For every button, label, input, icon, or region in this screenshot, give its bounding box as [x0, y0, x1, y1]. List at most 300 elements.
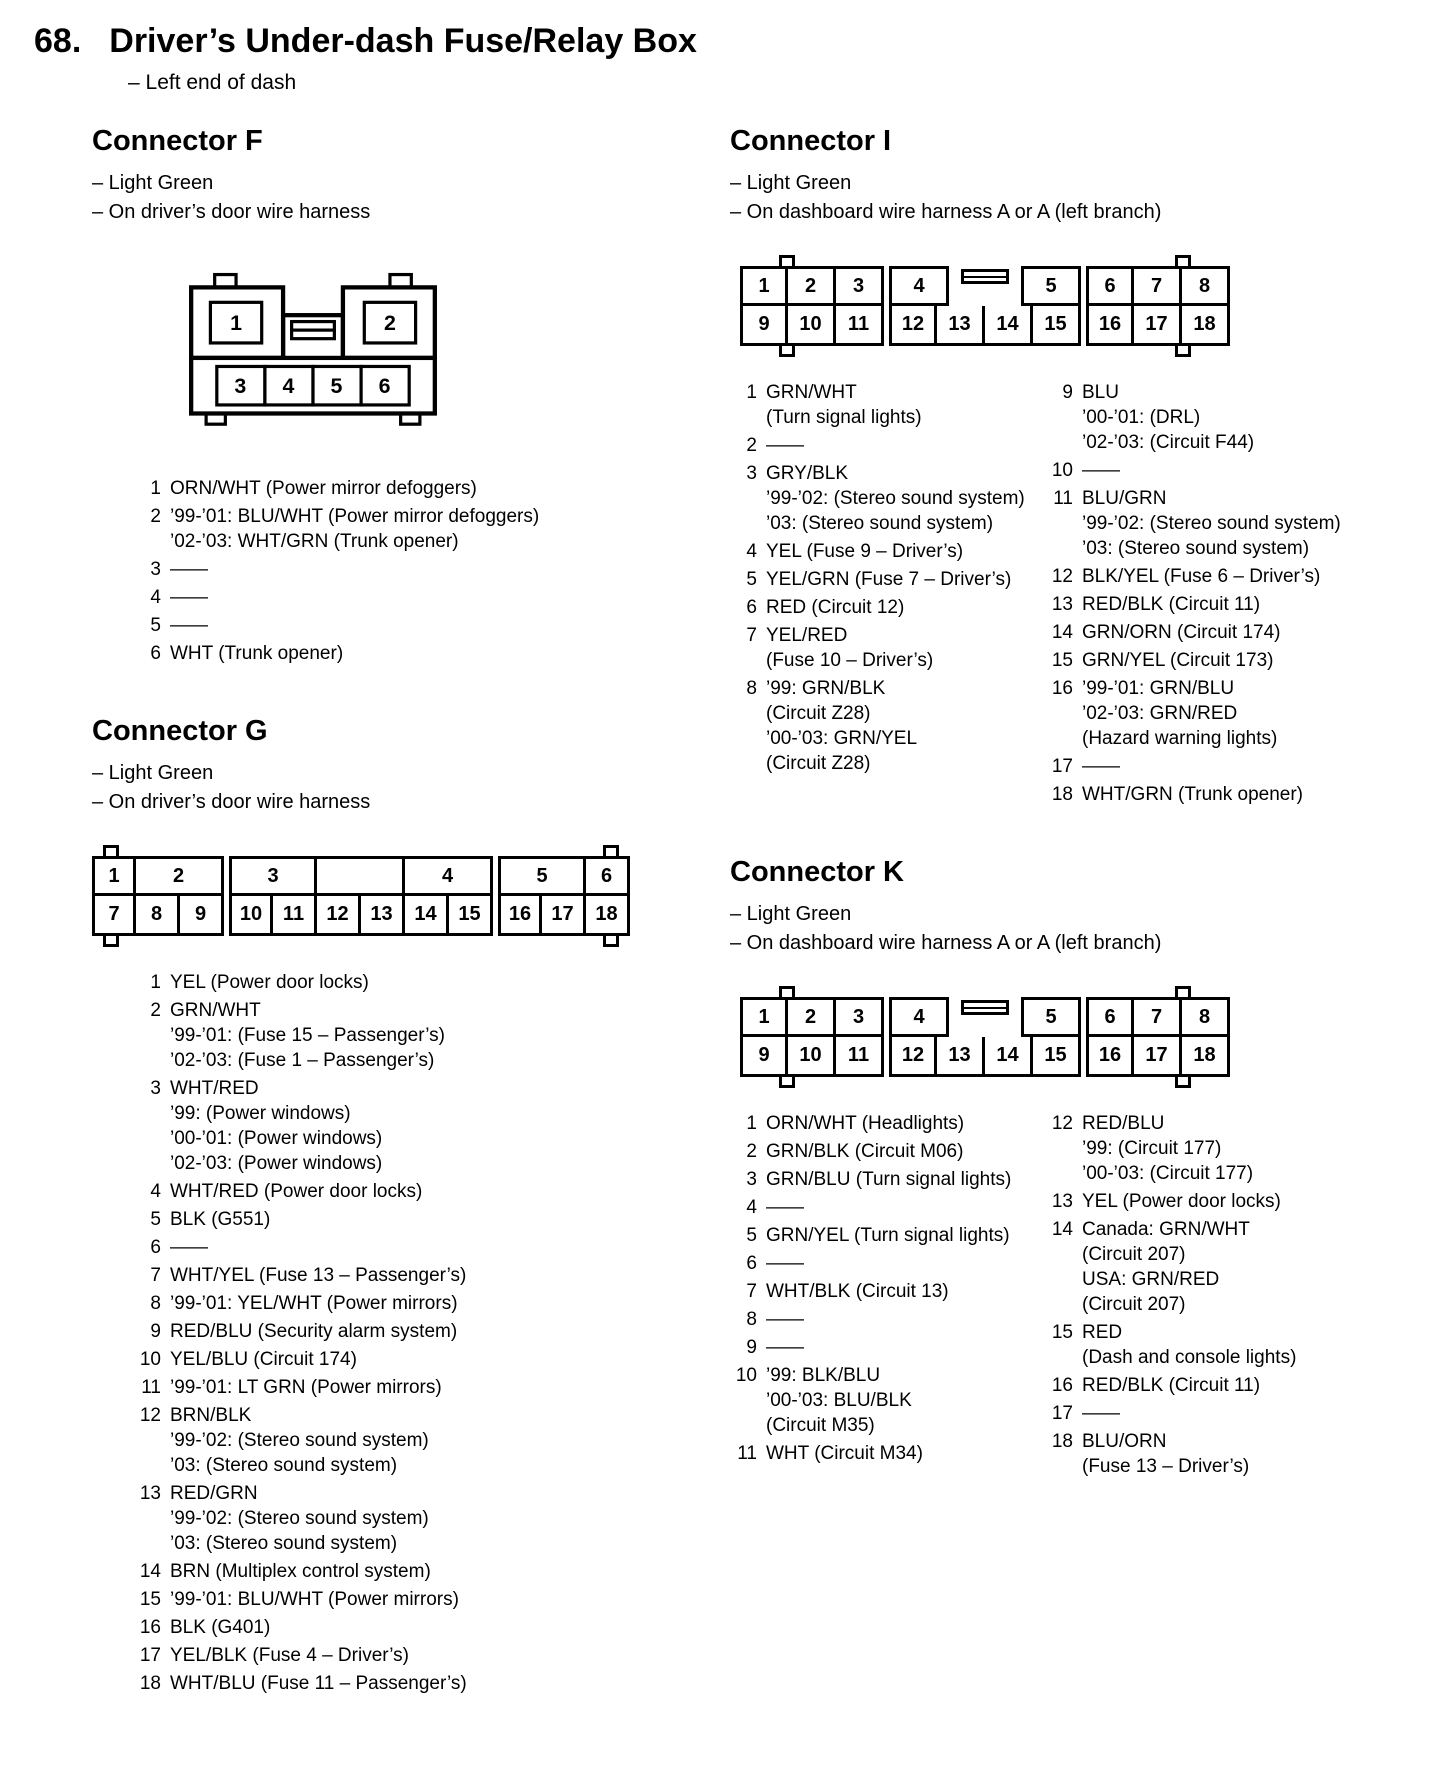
pin-number: 6 — [150, 643, 161, 664]
pin-number: 12 — [1051, 566, 1073, 587]
pin-entry — [1046, 1111, 1296, 1186]
pin-entry — [1046, 648, 1341, 673]
connector-g-notes — [92, 760, 684, 816]
connector-pin-cell: 3 — [836, 266, 884, 306]
pin-description-line: —— — [1082, 460, 1120, 481]
pin-description-line: ’00-’03: (Circuit 177) — [1082, 1163, 1254, 1184]
pin-entry — [730, 380, 1046, 430]
pin-number: 4 — [746, 541, 757, 562]
note-line: – Light Green — [730, 903, 852, 925]
pin-description-line: ’00-’03: GRN/YEL — [766, 728, 918, 749]
connector-pin-cell: 8 — [1182, 997, 1230, 1037]
pin-description-line: (Circuit M35) — [766, 1415, 875, 1436]
pin-description-line: GRN/BLU (Turn signal lights) — [766, 1169, 1012, 1190]
pin-number: 14 — [1051, 622, 1073, 643]
pin-entry — [730, 623, 1046, 673]
connector-pin-cell: 18 — [586, 896, 630, 936]
connector-key-notch — [949, 997, 1021, 1037]
connector-housing — [740, 266, 1230, 346]
pin-description-line: BLK (G401) — [170, 1617, 271, 1638]
connector-pin-cell: 8 — [1182, 266, 1230, 306]
pin-entry — [134, 998, 467, 1073]
connector-pin-cell: 15 — [1033, 1037, 1081, 1077]
pin-description-line: ’99-’02: (Stereo sound system) — [170, 1430, 429, 1451]
pin-description-line: YEL/BLU (Circuit 174) — [170, 1349, 357, 1370]
pin-description-line: —— — [766, 435, 804, 456]
pin-number: 2 — [150, 1000, 161, 1021]
connector-k-section — [730, 856, 1414, 1482]
note-line: – Light Green — [92, 172, 214, 194]
connector-k-notes — [730, 901, 1414, 957]
pin-description-line: (Circuit 207) — [1082, 1294, 1186, 1315]
connector-f-diagram — [178, 266, 448, 442]
pin-description-line: ’99-’01: BLU/WHT (Power mirrors) — [170, 1589, 459, 1610]
pin-entry — [730, 1167, 1046, 1192]
connector-f-drawing — [178, 266, 448, 437]
pin-description-line: WHT/RED (Power door locks) — [170, 1181, 423, 1202]
pin-list-column — [134, 476, 539, 669]
pin-entry — [1046, 676, 1341, 751]
pin-description-line: YEL/RED — [766, 625, 848, 646]
pin-number: 12 — [139, 1405, 161, 1426]
pin-entry — [134, 1263, 467, 1288]
connector-pin-cell: 4 — [889, 997, 949, 1037]
pin-description-line: ’99-’01: BLU/WHT (Power mirror defoggers) — [170, 506, 540, 527]
pin-description-line: —— — [170, 587, 208, 608]
key-bar — [961, 269, 1009, 284]
pin-entry — [1046, 380, 1341, 455]
pin-description-line: (Circuit Z28) — [766, 703, 871, 724]
connector-housing — [740, 997, 1230, 1077]
pin-number: 10 — [1051, 460, 1073, 481]
pin-description-line: RED/GRN — [170, 1483, 258, 1504]
pin-entry — [134, 1587, 467, 1612]
connector-pin-cell: 16 — [1086, 1037, 1134, 1077]
pin-number: 1 — [746, 1113, 757, 1134]
pin-description-line: GRN/YEL (Circuit 173) — [1082, 650, 1274, 671]
pin-description-line: BRN/BLK — [170, 1405, 252, 1426]
pin-entry — [730, 1251, 1046, 1276]
pin-description-line: (Circuit Z28) — [766, 753, 871, 774]
connector-pin-cell: 11 — [273, 896, 317, 936]
pin-description-line: —— — [766, 1197, 804, 1218]
pin-description-line: (Fuse 10 – Driver’s) — [766, 650, 934, 671]
pin-list-column — [134, 970, 467, 1699]
connector-k-title: Connector K — [730, 856, 904, 888]
pin-description-line: (Turn signal lights) — [766, 407, 922, 428]
pin-description-line: ’02-’03: WHT/GRN (Trunk opener) — [170, 531, 459, 552]
pin-description-line: GRY/BLK — [766, 463, 849, 484]
pin-number: 3 — [150, 1078, 161, 1099]
connector-pin-cell: 1 — [740, 997, 788, 1037]
pin-description-line: YEL (Fuse 9 – Driver’s) — [766, 541, 964, 562]
pin-description-line: (Hazard warning lights) — [1082, 728, 1278, 749]
connector-pin-cell: 10 — [788, 306, 836, 346]
pin-number: 13 — [139, 1483, 161, 1504]
pin-number: 9 — [150, 1321, 161, 1342]
pin-entry — [730, 1335, 1046, 1360]
pin-entry — [134, 476, 539, 501]
connector-pin-cell: 9 — [740, 1037, 788, 1077]
pin-description-line: ’99-’02: (Stereo sound system) — [170, 1508, 429, 1529]
pin-number: 14 — [139, 1561, 161, 1582]
pin-number: 6 — [746, 597, 757, 618]
pin-number: 10 — [139, 1349, 161, 1370]
connector-pin-cell: 14 — [985, 306, 1033, 346]
pin-entry — [134, 1615, 467, 1640]
pin-number: 5 — [150, 615, 161, 636]
pin-entry — [730, 433, 1046, 458]
pin-description-line: BLU — [1082, 382, 1119, 403]
pin-cell-label: 1 — [230, 311, 242, 336]
pin-description-line: WHT/GRN (Trunk opener) — [1082, 784, 1303, 805]
pin-description-line: —— — [170, 1237, 208, 1258]
pin-number: 18 — [1051, 784, 1073, 805]
pin-entry — [730, 595, 1046, 620]
pin-description-line: —— — [766, 1253, 804, 1274]
connector-pin-cell: 6 — [1086, 266, 1134, 306]
pin-entry — [134, 1291, 467, 1316]
connector-pin-cell: 2 — [136, 856, 224, 896]
page-header — [34, 22, 1410, 61]
pin-description-line: —— — [1082, 756, 1120, 777]
pin-entry — [1046, 1217, 1296, 1317]
pin-cell-label: 6 — [378, 374, 391, 399]
pin-description-line: ’00-’03: BLU/BLK — [766, 1390, 912, 1411]
pin-number: 6 — [150, 1237, 161, 1258]
connector-pin-cell: 13 — [361, 896, 405, 936]
pin-description-line: BRN (Multiplex control system) — [170, 1561, 431, 1582]
pin-description-line: (Dash and console lights) — [1082, 1347, 1297, 1368]
section-number: 68. — [34, 22, 82, 60]
connector-pin-cell: 13 — [937, 1037, 985, 1077]
pin-entry — [1046, 592, 1341, 617]
pin-description-line: ’03: (Stereo sound system) — [766, 513, 994, 534]
connector-i-notes — [730, 170, 1414, 226]
pin-number: 17 — [139, 1645, 161, 1666]
pin-number: 1 — [150, 972, 161, 993]
pin-entry — [134, 1076, 467, 1176]
note-line: – On driver’s door wire harness — [92, 201, 371, 223]
right-column — [684, 125, 1414, 1745]
connector-pin-cell: 17 — [1134, 1037, 1182, 1077]
pin-description-line: YEL (Power door locks) — [1082, 1191, 1281, 1212]
page-title: Driver’s Under-dash Fuse/Relay Box — [109, 22, 697, 60]
connector-g-diagram — [92, 856, 630, 936]
pin-entry — [1046, 1401, 1296, 1426]
pin-list-column — [730, 1111, 1046, 1469]
connector-pin-cell: 5 — [498, 856, 586, 896]
connector-pin-cell: 7 — [1134, 997, 1182, 1037]
pin-entry — [730, 1363, 1046, 1438]
pin-entry — [134, 1319, 467, 1344]
connector-pin-cell: 10 — [788, 1037, 836, 1077]
connector-pin-cell: 5 — [1021, 266, 1081, 306]
pin-number: 14 — [1051, 1219, 1073, 1240]
pin-entry — [730, 1307, 1046, 1332]
connector-pin-cell: 1 — [740, 266, 788, 306]
pin-number: 17 — [1051, 756, 1073, 777]
pin-description-line: WHT/RED — [170, 1078, 259, 1099]
pin-number: 5 — [746, 1225, 757, 1246]
connector-f-notes — [92, 170, 684, 226]
pin-cell-label: 2 — [384, 311, 396, 336]
pin-description-line: ’99: BLK/BLU — [766, 1365, 881, 1386]
pin-number: 4 — [746, 1197, 757, 1218]
pin-description-line: ’02-’03: (Power windows) — [170, 1153, 383, 1174]
connector-pin-cell: 4 — [405, 856, 493, 896]
pin-description-line: ’03: (Stereo sound system) — [1082, 538, 1310, 559]
pin-description-line: GRN/WHT — [766, 382, 857, 403]
pin-number: 3 — [150, 559, 161, 580]
pin-entry — [730, 461, 1046, 536]
pin-number: 2 — [746, 1141, 757, 1162]
pin-description-line: —— — [766, 1337, 804, 1358]
pin-description-line: ’02-’03: GRN/RED — [1082, 703, 1238, 724]
pin-description-line: RED/BLU (Security alarm system) — [170, 1321, 458, 1342]
pin-description-line: (Fuse 13 – Driver’s) — [1082, 1456, 1250, 1477]
connector-pin-cell: 8 — [136, 896, 180, 936]
pin-number: 9 — [1062, 382, 1073, 403]
pin-entry — [134, 557, 539, 582]
connector-f-pinlist — [134, 476, 684, 669]
connector-pin-cell: 11 — [836, 1037, 884, 1077]
pin-number: 16 — [1051, 1375, 1073, 1396]
connector-k-diagram — [740, 997, 1230, 1077]
pin-description-line: ’99-’02: (Stereo sound system) — [1082, 513, 1341, 534]
connector-pin-cell: 7 — [1134, 266, 1182, 306]
pin-description-line: RED/BLU — [1082, 1113, 1165, 1134]
pin-description-line: WHT (Trunk opener) — [170, 643, 344, 664]
pin-number: 15 — [1051, 1322, 1073, 1343]
connector-pin-cell: 14 — [985, 1037, 1033, 1077]
pin-number: 2 — [746, 435, 757, 456]
pin-entry — [730, 1279, 1046, 1304]
connector-pin-cell: 17 — [1134, 306, 1182, 346]
pin-entry — [134, 1347, 467, 1372]
pin-list-column — [730, 380, 1046, 779]
connector-pin-cell: 13 — [937, 306, 985, 346]
pin-description-line: ORN/WHT (Headlights) — [766, 1113, 965, 1134]
pin-number: 5 — [746, 569, 757, 590]
pin-description-line: WHT/BLU (Fuse 11 – Passenger’s) — [170, 1673, 467, 1694]
pin-number: 16 — [1051, 678, 1073, 699]
pin-description-line: Canada: GRN/WHT — [1082, 1219, 1250, 1240]
connector-pin-cell: 9 — [180, 896, 224, 936]
connector-pin-cell: 6 — [1086, 997, 1134, 1037]
connector-key-notch — [949, 266, 1021, 306]
pin-list-column — [1046, 1111, 1296, 1482]
pin-description-line: BLU/GRN — [1082, 488, 1167, 509]
pin-entry — [1046, 782, 1341, 807]
key-bar — [961, 1000, 1009, 1015]
connector-pin-cell: 6 — [586, 856, 630, 896]
connector-f-title: Connector F — [92, 125, 263, 157]
pin-cell-label: 5 — [330, 374, 343, 399]
connector-pin-cell: 10 — [229, 896, 273, 936]
connector-pin-cell — [317, 856, 405, 896]
connector-g-title: Connector G — [92, 715, 268, 747]
pin-number: 2 — [150, 506, 161, 527]
pin-number: 10 — [735, 1365, 757, 1386]
pin-number: 15 — [1051, 650, 1073, 671]
pin-description-line: ’99: (Circuit 177) — [1082, 1138, 1222, 1159]
pin-description-line: ’00-’01: (Power windows) — [170, 1128, 383, 1149]
connector-g-section — [92, 715, 684, 1699]
pin-number: 1 — [150, 478, 161, 499]
pin-description-line: RED/BLK (Circuit 11) — [1082, 594, 1261, 615]
connector-pin-cell: 18 — [1182, 1037, 1230, 1077]
pin-description-line: ’99: (Power windows) — [170, 1103, 351, 1124]
pin-number: 12 — [1051, 1113, 1073, 1134]
pin-entry — [1046, 1373, 1296, 1398]
pin-entry — [730, 1139, 1046, 1164]
pin-description-line: GRN/YEL (Turn signal lights) — [766, 1225, 1010, 1246]
connector-pin-cell: 12 — [889, 1037, 937, 1077]
pin-cell-label: 4 — [282, 374, 295, 399]
connector-i-section — [730, 125, 1414, 810]
connector-pin-cell: 5 — [1021, 997, 1081, 1037]
connector-pin-cell: 17 — [542, 896, 586, 936]
pin-number: 4 — [150, 1181, 161, 1202]
pin-description-line: —— — [766, 1309, 804, 1330]
pin-description-line: ORN/WHT (Power mirror defoggers) — [170, 478, 477, 499]
pin-description-line: ’99: GRN/BLK — [766, 678, 886, 699]
pin-description-line: ’99-’01: LT GRN (Power mirrors) — [170, 1377, 442, 1398]
pin-description-line: RED — [1082, 1322, 1123, 1343]
pin-description-line: YEL (Power door locks) — [170, 972, 369, 993]
pin-entry — [134, 1207, 467, 1232]
connector-k-pinlist — [730, 1111, 1414, 1482]
pin-entry — [134, 970, 467, 995]
connector-pin-cell: 2 — [788, 266, 836, 306]
pin-number: 6 — [746, 1253, 757, 1274]
pin-description-line: ’03: (Stereo sound system) — [170, 1533, 398, 1554]
connector-pin-cell: 4 — [889, 266, 949, 306]
pin-number: 1 — [746, 382, 757, 403]
pin-entry — [134, 1643, 467, 1668]
pin-number: 11 — [141, 1377, 161, 1398]
pin-description-line: ’99-’01: (Fuse 15 – Passenger’s) — [170, 1025, 445, 1046]
pin-number: 16 — [139, 1617, 161, 1638]
pin-description-line: YEL/BLK (Fuse 4 – Driver’s) — [170, 1645, 409, 1666]
pin-entry — [730, 1223, 1046, 1248]
pin-entry — [730, 1195, 1046, 1220]
pin-number: 17 — [1051, 1403, 1073, 1424]
pin-description-line: YEL/GRN (Fuse 7 – Driver’s) — [766, 569, 1012, 590]
pin-entry — [1046, 458, 1341, 483]
pin-number: 15 — [139, 1589, 161, 1610]
pin-description-line: BLK (G551) — [170, 1209, 271, 1230]
pin-entry — [134, 585, 539, 610]
pin-entry — [134, 1559, 467, 1584]
connector-pin-cell: 15 — [449, 896, 493, 936]
pin-description-line: —— — [1082, 1403, 1120, 1424]
pin-description-line: BLU/ORN — [1082, 1431, 1167, 1452]
connector-i-pinlist — [730, 380, 1414, 810]
pin-description-line: USA: GRN/RED — [1082, 1269, 1220, 1290]
pin-number: 8 — [746, 678, 757, 699]
connector-housing — [92, 856, 630, 936]
pin-entry — [134, 1671, 467, 1696]
pin-entry — [134, 504, 539, 554]
pin-entry — [730, 1441, 1046, 1466]
pin-description-line: ’00-’01: (DRL) — [1082, 407, 1201, 428]
pin-description-line: WHT/BLK (Circuit 13) — [766, 1281, 949, 1302]
pin-entry — [730, 567, 1046, 592]
pin-description-line: ’02-’03: (Circuit F44) — [1082, 432, 1255, 453]
pin-number: 11 — [737, 1443, 757, 1464]
pin-description-line: GRN/ORN (Circuit 174) — [1082, 622, 1281, 643]
pin-entry — [1046, 754, 1341, 779]
pin-entry — [134, 1481, 467, 1556]
pin-number: 9 — [746, 1337, 757, 1358]
pin-number: 18 — [139, 1673, 161, 1694]
pin-number: 3 — [746, 1169, 757, 1190]
pin-number: 7 — [746, 625, 757, 646]
pin-entry — [1046, 564, 1341, 589]
pin-description-line: BLK/YEL (Fuse 6 – Driver’s) — [1082, 566, 1321, 587]
left-column — [34, 125, 684, 1745]
pin-description-line: WHT (Circuit M34) — [766, 1443, 923, 1464]
connector-pin-cell: 2 — [788, 997, 836, 1037]
connector-i-title: Connector I — [730, 125, 892, 157]
pin-entry — [134, 1375, 467, 1400]
pin-entry — [134, 613, 539, 638]
connector-pin-cell: 16 — [498, 896, 542, 936]
connector-pin-cell: 14 — [405, 896, 449, 936]
connector-f-section — [92, 125, 684, 669]
pin-description-line: GRN/BLK (Circuit M06) — [766, 1141, 964, 1162]
connector-pin-cell: 3 — [229, 856, 317, 896]
note-line: – On dashboard wire harness A or A (left branch) — [730, 932, 1162, 954]
pin-description-line: RED (Circuit 12) — [766, 597, 905, 618]
pin-entry — [1046, 1320, 1296, 1370]
connector-pin-cell: 12 — [317, 896, 361, 936]
connector-g-pinlist — [134, 970, 684, 1699]
pin-description-line: —— — [170, 615, 208, 636]
pin-description-line: GRN/WHT — [170, 1000, 261, 1021]
pin-entry — [1046, 1189, 1296, 1214]
pin-cell-label: 3 — [234, 374, 247, 399]
pin-entry — [730, 676, 1046, 776]
pin-entry — [730, 539, 1046, 564]
content-columns — [34, 125, 1410, 1745]
note-line: – On dashboard wire harness A or A (left branch) — [730, 201, 1162, 223]
pin-number: 7 — [150, 1265, 161, 1286]
pin-description-line: ’99-’01: YEL/WHT (Power mirrors) — [170, 1293, 458, 1314]
pin-description-line: ’99-’01: GRN/BLU — [1082, 678, 1235, 699]
connector-pin-cell: 9 — [740, 306, 788, 346]
pin-description-line: WHT/YEL (Fuse 13 – Passenger’s) — [170, 1265, 467, 1286]
pin-entry — [1046, 620, 1341, 645]
connector-pin-cell: 1 — [92, 856, 136, 896]
pin-entry — [730, 1111, 1046, 1136]
connector-pin-cell: 16 — [1086, 306, 1134, 346]
pin-description-line: ’02-’03: (Fuse 1 – Passenger’s) — [170, 1050, 435, 1071]
pin-description-line: RED/BLK (Circuit 11) — [1082, 1375, 1261, 1396]
connector-pin-cell: 3 — [836, 997, 884, 1037]
connector-pin-cell: 7 — [92, 896, 136, 936]
pin-number: 13 — [1051, 594, 1073, 615]
note-line: – Light Green — [730, 172, 852, 194]
pin-description-line: ’99-’02: (Stereo sound system) — [766, 488, 1025, 509]
connector-pin-cell: 12 — [889, 306, 937, 346]
note-line: – Light Green — [92, 762, 214, 784]
pin-number: 8 — [746, 1309, 757, 1330]
pin-entry — [134, 1403, 467, 1478]
pin-number: 13 — [1051, 1191, 1073, 1212]
